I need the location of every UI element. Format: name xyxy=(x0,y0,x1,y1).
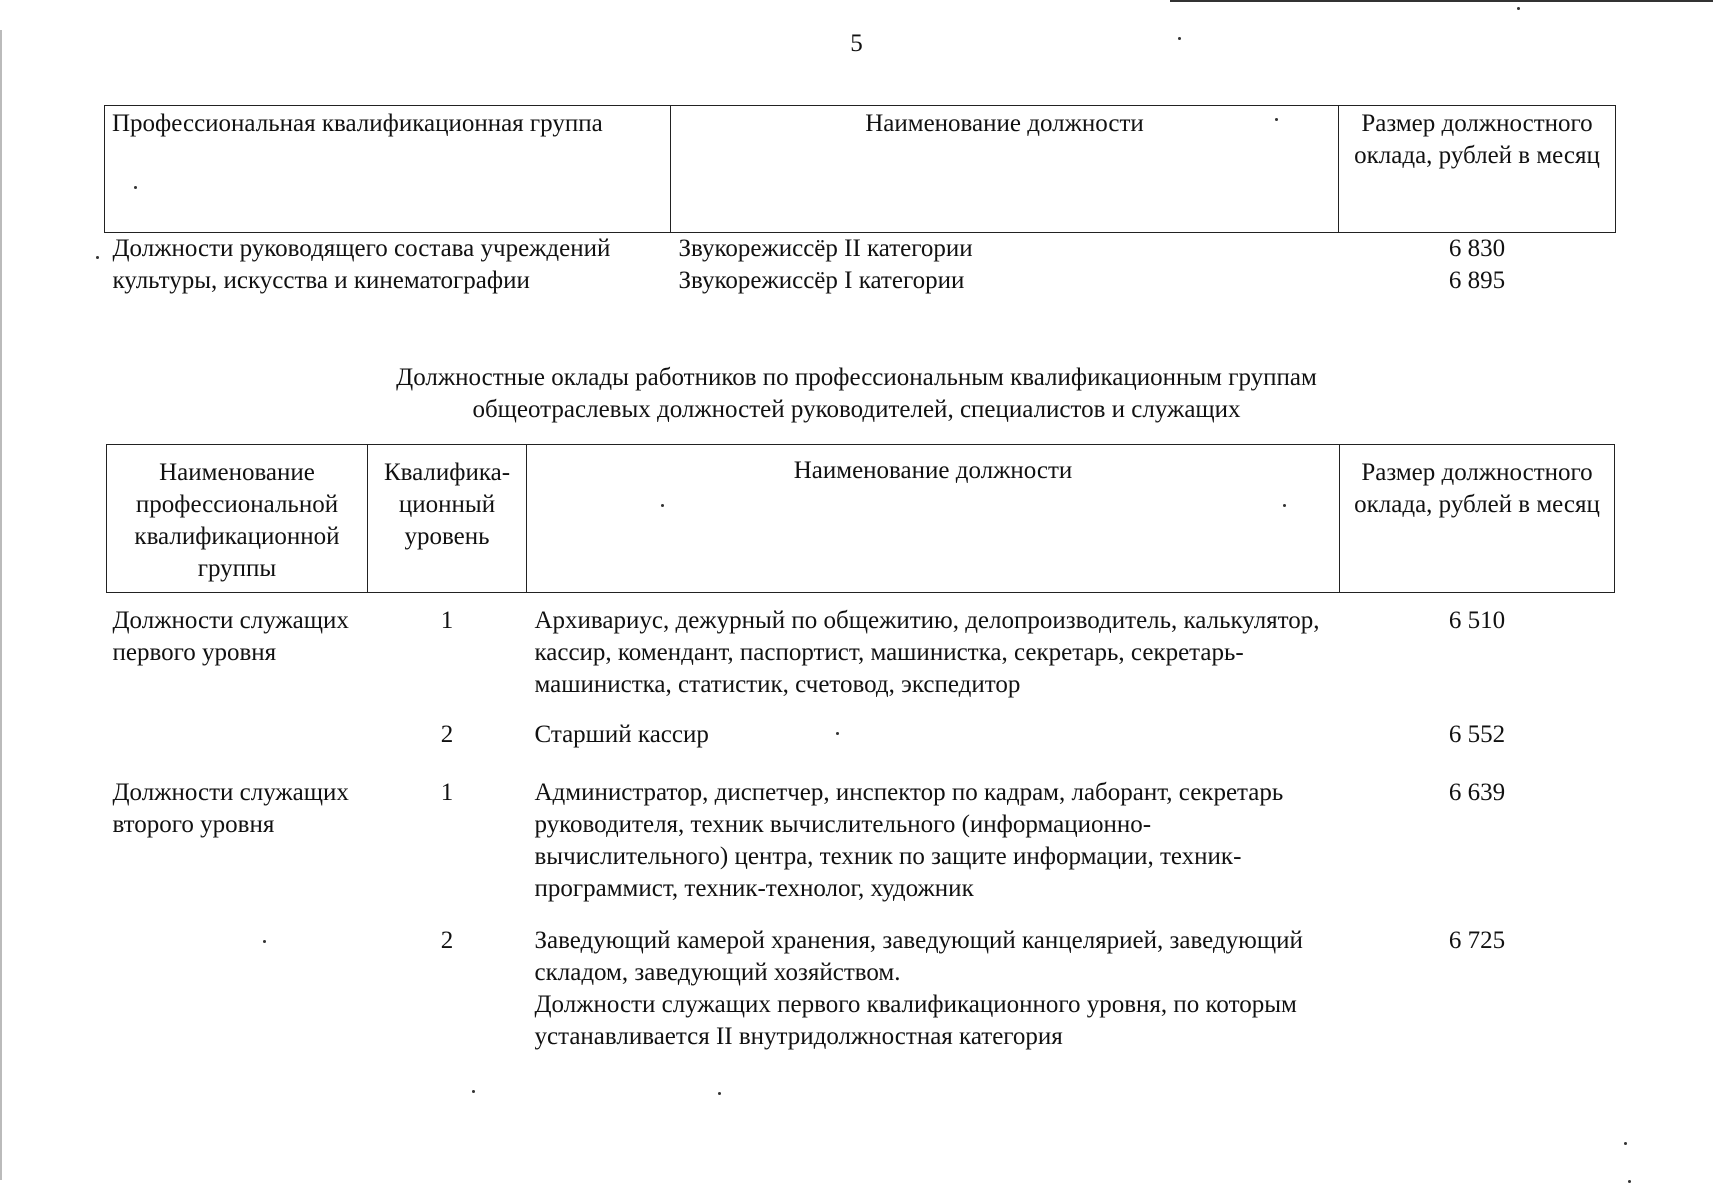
salary-value: 6 830 xyxy=(1448,235,1506,262)
scan-speck xyxy=(134,186,137,189)
position-name: Заведующий камерой хранения, заведующий канцелярией, заведующий складом, заведующий хозяйством. xyxy=(534,927,1303,986)
position-name: Звукорежиссёр II категории xyxy=(678,235,973,262)
salary-value: 6 725 xyxy=(1448,927,1506,954)
table-row xyxy=(107,757,1615,905)
table-header-row xyxy=(105,106,1616,233)
salary-list xyxy=(1339,233,1616,298)
top-edge-rule xyxy=(1170,0,1713,2)
section-title xyxy=(0,362,1713,426)
salary-value: 6 510 xyxy=(1448,607,1506,634)
table-row xyxy=(105,233,1616,298)
header-position: Наименование должности xyxy=(671,106,1339,233)
table-row xyxy=(107,705,1615,757)
group-name: Должности руководящего состава учреждений культуры, искусства и кинематографии xyxy=(112,235,611,294)
group-name xyxy=(107,705,368,757)
general-positions-table xyxy=(106,444,1615,1053)
section-title-line-1: Должностные оклады работников по профессиональным квалификационным группам xyxy=(396,364,1317,391)
scan-speck xyxy=(661,504,664,507)
table-row xyxy=(107,593,1615,706)
scan-speck xyxy=(1283,504,1286,507)
scan-speck xyxy=(1628,1180,1631,1183)
scan-speck xyxy=(836,732,839,735)
scan-speck xyxy=(96,256,99,259)
position-list xyxy=(671,233,1339,298)
scan-speck xyxy=(1517,7,1520,10)
scan-speck xyxy=(1275,118,1278,121)
leadership-positions-table xyxy=(104,105,1616,297)
salary-value: 6 552 xyxy=(1448,721,1506,748)
salary-value: 6 895 xyxy=(1448,267,1506,294)
position-name: Администратор, диспетчер, инспектор по кадрам, лаборант, секретарь руководителя, техник вычислительного (информационно-вычислительного) центра, техник по защите информации, техник-программист, техник-технолог, художник xyxy=(534,779,1284,902)
scan-speck xyxy=(263,940,266,943)
header-level: Квалифика-ционный уровень xyxy=(368,445,527,593)
table-header-row xyxy=(107,445,1615,593)
scan-speck xyxy=(472,1090,475,1093)
page-number: 5 xyxy=(850,30,863,57)
level-value: 1 xyxy=(440,607,454,634)
scan-speck xyxy=(1178,37,1181,40)
level-value: 2 xyxy=(440,927,454,954)
header-group: Профессиональная квалификационная группа xyxy=(105,106,671,233)
header-salary: Размер должностного оклада, рублей в месяц xyxy=(1339,106,1616,233)
position-note: Должности служащих первого квалификационного уровня, по которым устанавливается II внутридолжностная категория xyxy=(534,991,1297,1050)
group-name: Должности служащих первого уровня xyxy=(112,607,349,666)
salary-value: 6 639 xyxy=(1448,779,1506,806)
header-position: Наименование должности xyxy=(527,445,1340,593)
position-name: Архивариус, дежурный по общежитию, делопроизводитель, калькулятор, кассир, комендант, паспортист, машинистка, секретарь, секретарь-машинистка, статистик, счетовод, экспедитор xyxy=(534,607,1320,698)
table-row xyxy=(107,905,1615,1053)
group-name: Должности служащих второго уровня xyxy=(112,779,349,838)
level-value: 1 xyxy=(440,779,454,806)
scan-edge-line xyxy=(0,30,2,1180)
position-name: Старший кассир xyxy=(534,721,709,748)
scan-speck xyxy=(1624,1142,1627,1145)
header-group: Наименование профессиональной квалификационной группы xyxy=(107,445,368,593)
level-value: 2 xyxy=(440,721,454,748)
position-name: Звукорежиссёр I категории xyxy=(678,267,965,294)
position-cell xyxy=(527,905,1340,1053)
group-name xyxy=(107,905,368,1053)
scan-speck xyxy=(718,1092,721,1095)
header-salary: Размер должностного оклада, рублей в месяц xyxy=(1340,445,1615,593)
section-title-line-2: общеотраслевых должностей руководителей, специалистов и служащих xyxy=(472,396,1241,423)
